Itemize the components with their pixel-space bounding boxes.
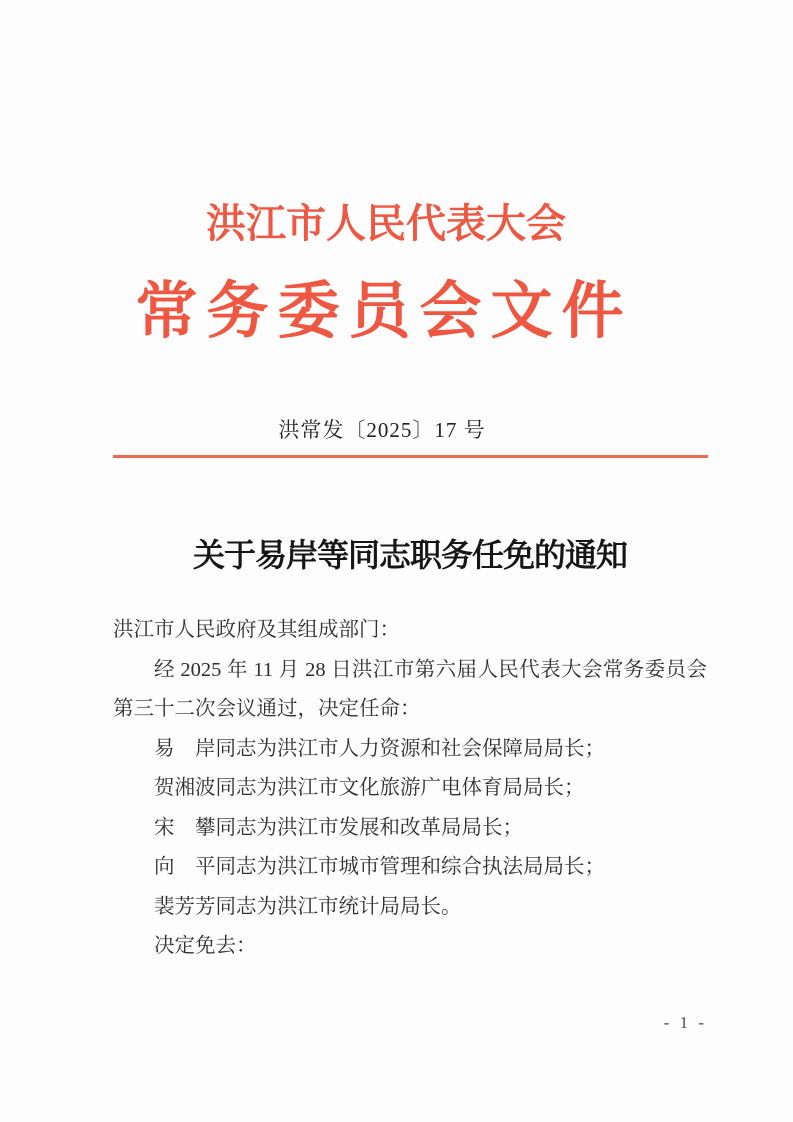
body-line: 经 2025 年 11 月 28 日洪江市第六届人民代表大会常务委员会 <box>154 658 707 681</box>
doc-number: 洪常发〔2025〕17 号 <box>278 418 486 442</box>
document-content <box>113 0 707 967</box>
document-title: 关于易岸等同志职务任免的通知 <box>192 537 627 573</box>
page-number: - 1 - <box>663 1013 707 1032</box>
red-divider-rule <box>113 455 708 458</box>
body-line: 第三十二次会议通过，决定任命： <box>113 698 421 720</box>
body-line: 裴芳芳同志为洪江市统计局局长。 <box>154 895 462 918</box>
document-body <box>113 611 707 967</box>
letterhead-org-name: 洪江市人民代表大会 <box>206 201 566 246</box>
body-line: 易 岸同志为洪江市人力资源和社会保障局局长； <box>154 737 605 760</box>
body-line: 宋 攀同志为洪江市发展和改革局局长； <box>154 816 523 839</box>
body-line: 向 平同志为洪江市城市管理和综合执法局局长； <box>154 856 605 878</box>
body-line: 贺湘波同志为洪江市文化旅游广电体育局局长； <box>154 777 585 799</box>
letterhead-doc-type: 常务委员会文件 <box>135 278 633 346</box>
body-line: 洪江市人民政府及其组成部门： <box>113 619 400 641</box>
body-line: 决定免去： <box>154 935 257 957</box>
